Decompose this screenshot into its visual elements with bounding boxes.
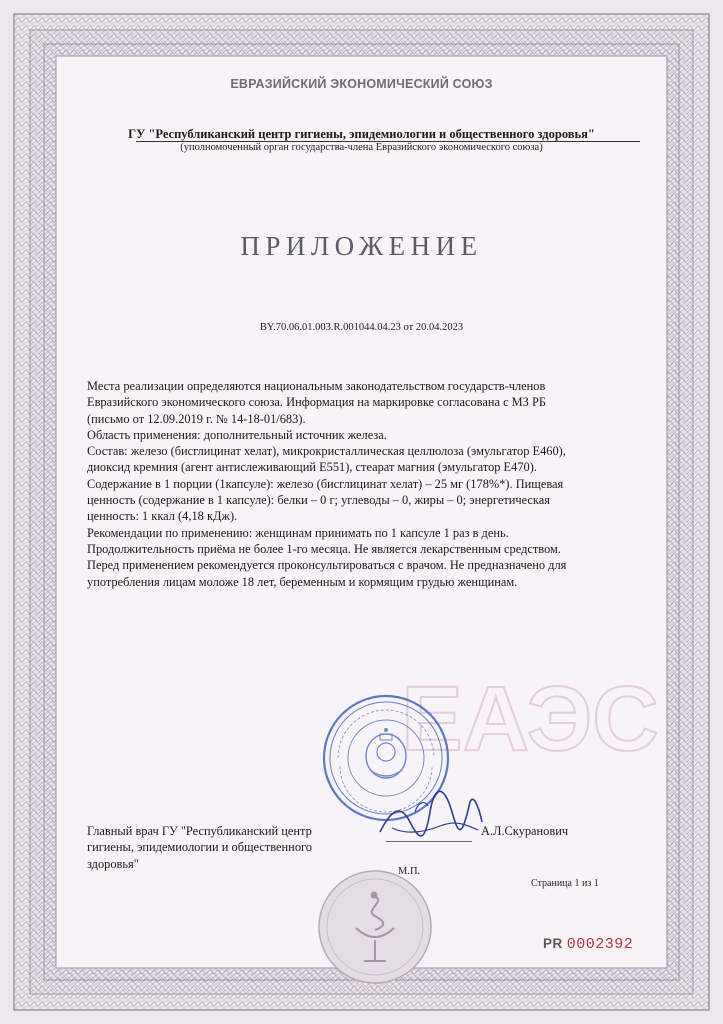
body-line: Места реализации определяются национальным законодательством государств-членов [87, 379, 546, 393]
page-number: Страница 1 из 1 [531, 878, 599, 889]
body-line: Состав: железо (бисглицинат хелат), микрокристаллическая целлюлоза (эмульгатор Е460), [87, 444, 566, 459]
body-line: Содержание в 1 порции (1капсуле): железо (бисглицинат хелат) – 25 мг (178%*). Пищевая [87, 476, 564, 491]
medical-emblem-hologram [316, 868, 434, 986]
body-line: Продолжительность приёма не более 1-го месяца. Не является лекарственным средством. [87, 541, 561, 556]
organization-name: ГУ "Республиканский центр гигиены, эпидемиологии и общественного здоровья" [128, 127, 595, 141]
registration-number: BY.70.06.01.003.R.001044.04.23 от 20.04.2023 [259, 322, 464, 333]
serial-digits: 0002392 [566, 936, 634, 953]
signatory-position-line: Главный врач ГУ "Республиканский центр [87, 824, 312, 838]
signatory-position-line: здоровья" [87, 856, 139, 871]
serial-number [543, 936, 633, 953]
body-line: Евразийского экономического союза. Информация на маркировке согласована с МЗ РБ [87, 395, 546, 410]
organization-note: (уполномоченный орган государства-члена Евразийского экономического союза) [180, 142, 543, 153]
union-header: ЕВРАЗИЙСКИЙ ЭКОНОМИЧЕСКИЙ СОЮЗ [230, 77, 493, 91]
body-line: диоксид кремния (агент антислеживающий Е551), стеарат магния (эмульгатор Е470). [87, 460, 537, 475]
signatory-position-line: гигиены, эпидемиологии и общественного [87, 840, 312, 855]
body-line: употребления лицам моложе 18 лет, беременным и кормящим грудью женщинам. [87, 574, 518, 589]
serial-prefix: PR [543, 936, 563, 951]
body-line: ценность: 1 ккал (4,18 кДж). [87, 509, 238, 524]
appendix-body [87, 378, 638, 590]
body-line: ценность (содержание в 1 капсуле): белки – 0 г; углеводы – 0, жиры – 0; энергетическая [87, 493, 550, 508]
signatory-position [87, 823, 357, 872]
body-line: Перед применением рекомендуется проконсультироваться с врачом. Не предназначено для [87, 558, 567, 573]
coat-of-arms-icon [366, 728, 406, 778]
body-line: Область применения: дополнительный источник железа. [87, 427, 387, 442]
seal-label: М.П. [398, 866, 421, 877]
body-line: (письмо от 12.09.2019 г. № 14-18-01/683). [87, 411, 306, 426]
signatory-name: А.Л.Скуранович [481, 824, 569, 838]
signature-line [386, 841, 472, 842]
body-line: Рекомендации по применению: женщинам принимать по 1 капсуле 1 раз в день. [87, 525, 509, 540]
page-title: ПРИЛОЖЕНИЕ [240, 231, 483, 261]
watermark-text: ЕАЭС [401, 668, 659, 770]
